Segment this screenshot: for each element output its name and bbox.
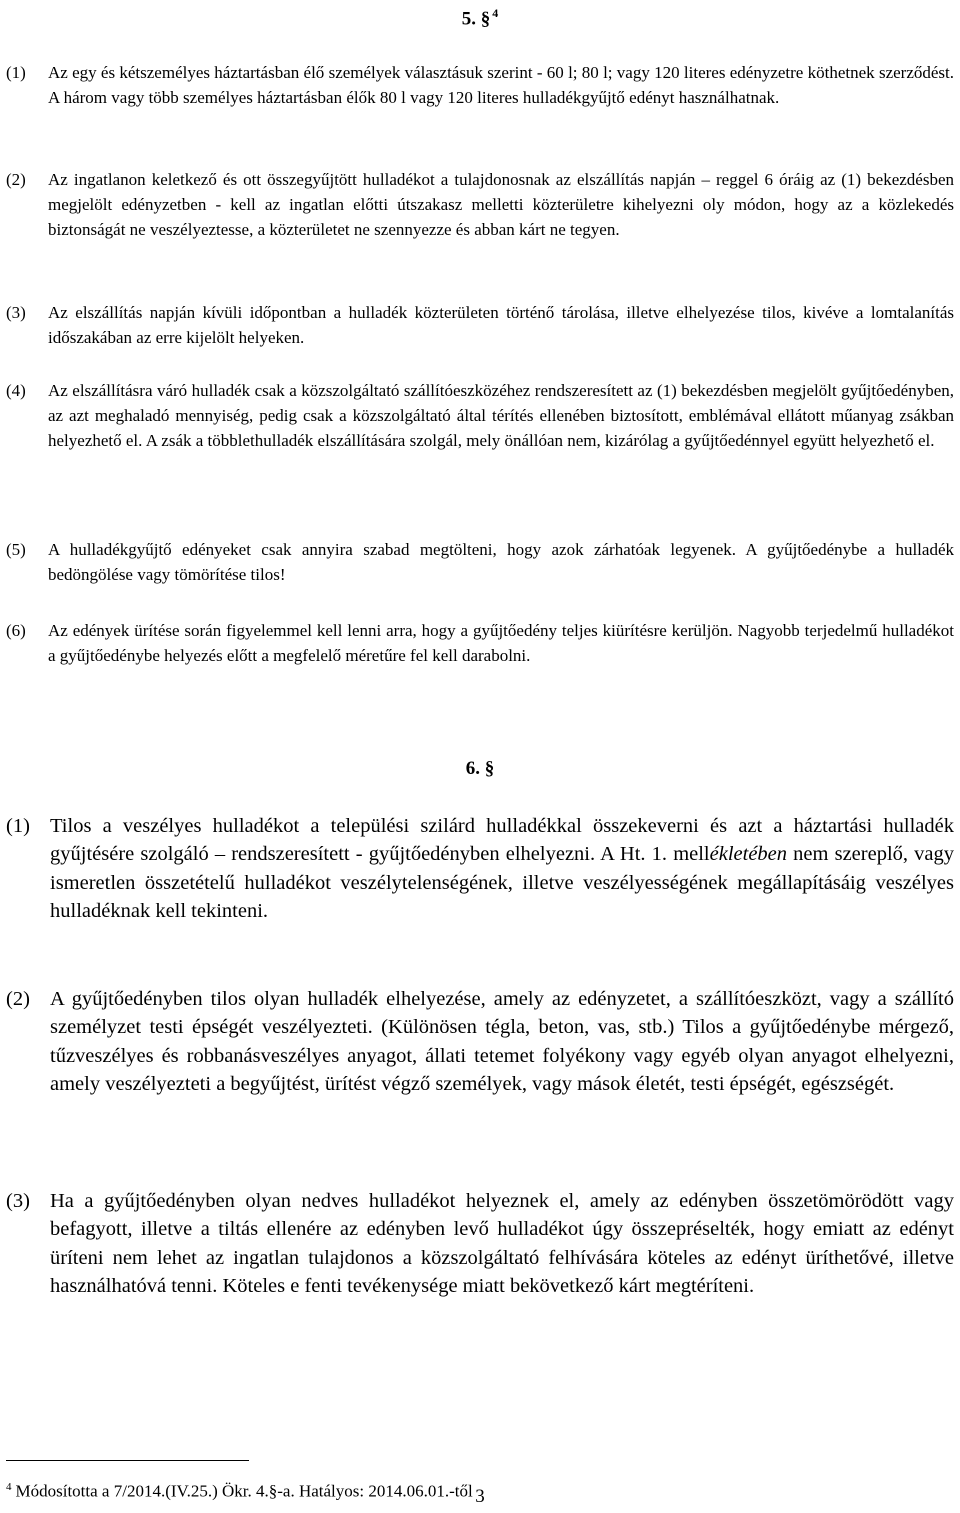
paragraph-number: (4) [6,381,26,400]
paragraph-number: (3) [6,1190,30,1212]
paragraph-number: (6) [6,621,26,640]
paragraph-text: A hulladékgyűjtő edényeket csak annyira szabad megtölteni, hogy azok zárhatóak legyenek. A gyűjtőedénybe a hulladék bedöngölése vagy tömörítése tilos! [48,540,954,584]
paragraph-text [50,812,954,926]
paragraph-text: Az egy és kétszemélyes háztartásban élő személyek választásuk szerint - 60 l; 80 l; vagy 120 literes edényzetre köthetnek szerződést. A három vagy több személyes háztartásban élők 80 l vagy 120 literes hulladékgyűjtő edényt használhatnak. [48,63,954,107]
s5-paragraph-6 [6,618,954,668]
footnote-ref[interactable]: 4 [492,6,499,20]
paragraph-text: Az ingatlanon keletkező és ott összegyűjtött hulladékot a tulajdonosnak az elszállítás napján – reggel 6 óráig az (1) bekezdésben megjelölt edényzetben - kell az ingatlan előtti útszakasz melletti közterületre kihelyezni oly módon, hogy az a közlekedés biztonságát ne veszélyeztesse, a közterületet ne szennyezze és abban kárt ne tegyen. [48,170,954,239]
paragraph-number: (1) [6,63,26,82]
footnote-text: Módosította a 7/2014.(IV.25.) Ökr. 4.§-a. Hatályos: 2014.06.01.-től [15,1481,473,1501]
paragraph-number: (2) [6,170,26,189]
s5-paragraph-4 [6,378,954,453]
s5-paragraph-1 [6,60,954,110]
paragraph-number: (1) [6,815,30,837]
s5-paragraph-2 [6,167,954,242]
page-number: 3 [475,1486,485,1507]
s5-paragraph-3 [6,300,954,350]
paragraph-text-italic: ékletében [709,843,788,866]
paragraph-text-part: Tilos a veszélyes hulladékot a települési szilárd hulladékkal összekeverni és azt a háztartási hulladék gyűjtésére szolgáló – rendszeresített - gyűjtőedényben elhelyezni. A Ht. 1. mell [50,815,954,866]
paragraph-text: Az elszállítás napján kívüli időpontban a hulladék közterületen történő tárolása, illetve elhelyezése tilos, kivéve a lomtalanítás időszakában az erre kijelölt helyeken. [48,303,954,347]
s6-paragraph-3 [6,1187,954,1301]
section-6-title: 6. § [465,758,495,779]
paragraph-text: Az elszállításra váró hulladék csak a közszolgáltató szállítóeszközéhez rendszeresített az (1) bekezdésben megjelölt gyűjtőedényben, az azt meghaladó mennyiség, pedig csak a közszolgáltató által térítés ellenében biztosított, emblémával ellátott műanyag zsákban helyezhető el. A zsák a többlethulladék elszállítására szolgál, mely önállóan nem, kizárólag a gyűjtőedénnyel együtt helyezhető el. [48,381,954,450]
paragraph-number: (2) [6,988,30,1010]
footnote-divider [6,1460,249,1461]
paragraph-number: (5) [6,540,26,559]
paragraph-text-part: nem szereplő, vagy ismeretlen összetételű hulladékot veszélytelenségének, illetve veszélyességének megállapításáig veszélyes hulladéknak kell tekinteni. [50,843,954,923]
s6-paragraph-1 [6,812,954,926]
section-5-title [0,6,960,30]
paragraph-text: Az edények ürítése során figyelemmel kell lenni arra, hogy a gyűjtőedény teljes kiürítésre kerüljön. Nagyobb terjedelmű hulladékot a gyűjtőedénybe helyezés előtt a megfelelő méretűre fel kell darabolni. [48,621,954,665]
paragraph-number: (3) [6,303,26,322]
s6-paragraph-2 [6,985,954,1099]
s5-paragraph-5 [6,537,954,587]
paragraph-text: Ha a gyűjtőedényben olyan nedves hulladékot helyeznek el, amely az edényben összetömörödött vagy befagyott, illetve a tiltás ellenére az edényben levő hulladékot úgy összepréselték, hogy emiatt az edényt üríteni nem lehet az ingatlan tulajdonos a közszolgáltató felhívására köteles az edényt üríthetővé, illetve használhatóvá tenni. Köteles e fenti tevékenysége miatt bekövetkező kárt megtéríteni. [50,1190,954,1298]
footnote-number: 4 [6,1481,12,1493]
paragraph-text: A gyűjtőedényben tilos olyan hulladék elhelyezése, amely az edényzetet, a szállítóeszközt, vagy a szállító személyzet testi épségét veszélyezteti. (Különösen tégla, beton, vas, stb.) Tilos a gyűjtőedénybe mérgező, tűzveszélyes és robbanásveszélyes anyagot, állati tetemet folyékony vagy egyéb olyan anyagot elhelyezni, amely veszélyezteti a begyűjtést, ürítést végző személyek, vagy mások életét, testi épségét, egészségét. [50,988,954,1096]
section-5-title-text: 5. § [461,8,491,30]
